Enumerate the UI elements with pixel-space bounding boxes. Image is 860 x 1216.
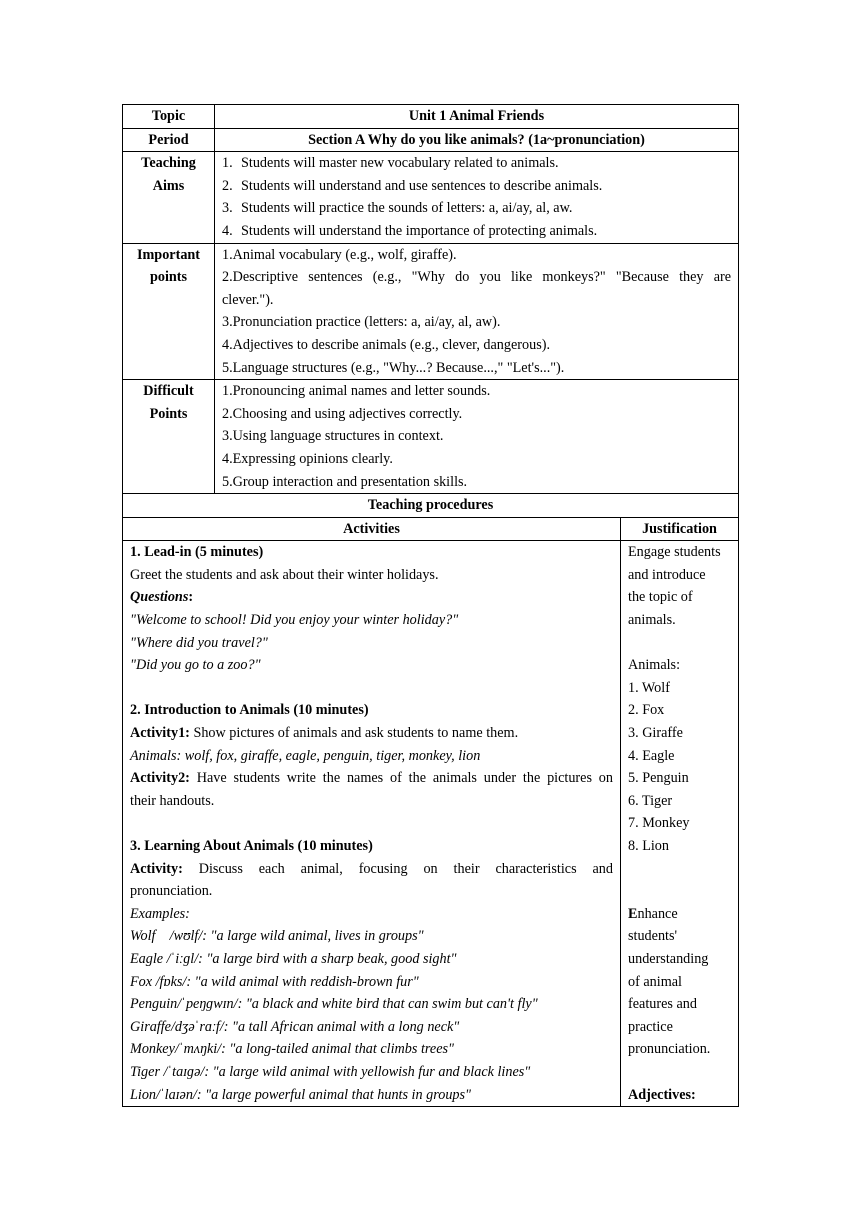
spacer xyxy=(628,632,731,655)
item-text: Students will practice the sounds of letters: a, ai/ay, al, aw. xyxy=(241,200,573,217)
example-line: Eagle /ˈiːɡl/: "a large bird with a sharp beak, good sight" xyxy=(130,950,457,967)
procedures-heading: Teaching procedures xyxy=(123,494,739,518)
item-number: 2. xyxy=(222,177,233,194)
list-item-continuation: clever."). xyxy=(222,291,274,308)
activities-cell xyxy=(123,541,621,1107)
question-text: "Welcome to school! Did you enjoy your winter holiday?" xyxy=(130,612,459,629)
teaching-aims-row xyxy=(123,152,739,243)
list-item xyxy=(222,197,731,220)
list-item: 3.Using language structures in context. xyxy=(222,428,444,445)
activity-text-continuation: pronunciation. xyxy=(130,883,213,900)
important-points-row xyxy=(123,243,739,380)
list-item: 4.Expressing opinions clearly. xyxy=(222,450,393,467)
activity-text: Discuss each animal, focusing on their characteristics and xyxy=(182,860,613,877)
list-item: 5.Language structures (e.g., "Why...? Because...," "Let's..."). xyxy=(222,359,565,376)
list-item: 1.Animal vocabulary (e.g., wolf, giraffe). xyxy=(222,246,457,263)
examples-label: Examples: xyxy=(130,905,190,922)
section-title: 1. Lead-in (5 minutes) xyxy=(130,544,264,561)
teaching-aims-label-line1: Teaching xyxy=(141,155,196,172)
teaching-aims-list xyxy=(215,152,739,243)
list-item: 3.Pronunciation practice (letters: a, ai/ay, al, aw). xyxy=(222,314,501,331)
item-text: Students will master new vocabulary related to animals. xyxy=(241,155,559,172)
important-points-label-line1: Important xyxy=(136,246,201,263)
item-number: 4. xyxy=(222,222,233,239)
list-item: 2.Choosing and using adjectives correctly. xyxy=(222,405,463,422)
item-number: 3. xyxy=(222,200,233,217)
activity-line xyxy=(130,767,613,790)
topic-value: Unit 1 Animal Friends xyxy=(215,105,739,129)
justification-text: students' xyxy=(628,928,678,945)
activity-line xyxy=(130,858,613,881)
list-item: 4.Adjectives to describe animals (e.g., clever, dangerous). xyxy=(222,336,550,353)
activity-label: Activity: xyxy=(130,860,183,877)
teaching-aims-label xyxy=(123,152,215,243)
activities-column-header: Activities xyxy=(123,517,621,541)
justification-word: nhance xyxy=(637,905,678,922)
important-points-label xyxy=(123,243,215,380)
lesson-plan-table xyxy=(122,104,739,1107)
example-line: Tiger /ˈtaɪɡə/: "a large wild animal with yellowish fur and black lines" xyxy=(130,1063,531,1080)
justification-text: understanding xyxy=(628,950,709,967)
activity-line xyxy=(130,722,613,745)
procedures-body-row xyxy=(123,541,739,1107)
period-label: Period xyxy=(123,128,215,152)
difficult-points-label-line2: Points xyxy=(149,405,188,422)
important-points-label-line2: points xyxy=(149,269,188,286)
section-title: 2. Introduction to Animals (10 minutes) xyxy=(130,702,369,719)
item-number: 1. xyxy=(222,155,233,172)
justification-text: of animal xyxy=(628,973,682,990)
justification-text: practice xyxy=(628,1018,673,1035)
teaching-aims-label-line2: Aims xyxy=(152,177,185,194)
list-item xyxy=(222,220,731,243)
item-text: Students will understand and use sentences to describe animals. xyxy=(241,177,603,194)
activity-text-continuation: their handouts. xyxy=(130,792,215,809)
body-text: Greet the students and ask about their winter holidays. xyxy=(130,566,439,583)
question-text: "Where did you travel?" xyxy=(130,634,268,651)
list-item: 2.Descriptive sentences (e.g., "Why do you like monkeys?" "Because they are xyxy=(222,269,732,286)
list-item: 5.Group interaction and presentation skills. xyxy=(222,473,468,490)
example-line: Monkey/ˈmʌŋki/: "a long-tailed animal that climbs trees" xyxy=(130,1041,454,1058)
justification-text: pronunciation. xyxy=(628,1041,711,1058)
example-line: Wolf /wʊlf/: "a large wild animal, lives in groups" xyxy=(130,928,424,945)
activity-text: Have students write the names of the animals under the pictures on xyxy=(189,770,613,787)
animal-item: 5. Penguin xyxy=(628,770,689,787)
questions-colon: : xyxy=(188,589,194,606)
topic-row xyxy=(123,105,739,129)
question-text: "Did you go to a zoo?" xyxy=(130,657,261,674)
example-line: Lion/ˈlaɪən/: "a large powerful animal that hunts in groups" xyxy=(130,1086,471,1103)
important-points-list xyxy=(215,243,739,380)
justification-text: animals. xyxy=(628,612,676,629)
animals-list-text: Animals: wolf, fox, giraffe, eagle, penguin, tiger, monkey, lion xyxy=(130,747,481,764)
animal-item: 3. Giraffe xyxy=(628,725,683,742)
activity-label: Activity2: xyxy=(130,770,190,787)
section-title: 3. Learning About Animals (10 minutes) xyxy=(130,838,373,854)
activity-label: Activity1: xyxy=(130,725,190,742)
list-item xyxy=(222,175,731,198)
activity-text: Show pictures of animals and ask students to name them. xyxy=(189,725,519,742)
spacer xyxy=(130,677,613,700)
animal-item: 8. Lion xyxy=(628,838,669,854)
difficult-points-label-line1: Difficult xyxy=(143,383,194,400)
list-item xyxy=(222,152,731,175)
justification-text: the topic of xyxy=(628,589,693,606)
animals-label: Animals: xyxy=(628,657,681,674)
topic-label: Topic xyxy=(123,105,215,129)
example-line: Fox /fɒks/: "a wild animal with reddish-brown fur" xyxy=(130,973,419,990)
justification-text: Engage students xyxy=(628,544,721,561)
period-row xyxy=(123,128,739,152)
example-line: Penguin/ˈpeŋɡwɪn/: "a black and white bird that can swim but can't fly" xyxy=(130,996,538,1013)
animal-item: 6. Tiger xyxy=(628,792,673,809)
difficult-points-row xyxy=(123,380,739,494)
procedures-columns-row xyxy=(123,517,739,541)
justification-text xyxy=(628,903,731,926)
difficult-points-list xyxy=(215,380,739,494)
spacer xyxy=(628,880,731,903)
justification-column-header: Justification xyxy=(621,517,739,541)
period-value: Section A Why do you like animals? (1a~pronunciation) xyxy=(215,128,739,152)
procedures-heading-row xyxy=(123,494,739,518)
item-text: Students will understand the importance of protecting animals. xyxy=(241,222,598,239)
bold-initial: E xyxy=(628,905,638,922)
justification-text: and introduce xyxy=(628,566,706,583)
justification-text: features and xyxy=(628,996,697,1013)
animal-item: 2. Fox xyxy=(628,702,665,719)
adjectives-label: Adjectives: xyxy=(628,1086,696,1103)
animal-item: 1. Wolf xyxy=(628,679,670,696)
example-line: Giraffe/dʒəˈrɑːf/: "a tall African animal with a long neck" xyxy=(130,1018,460,1035)
animal-item: 4. Eagle xyxy=(628,747,675,764)
spacer xyxy=(628,858,731,881)
animal-item: 7. Monkey xyxy=(628,815,690,832)
questions-heading xyxy=(130,586,613,609)
spacer xyxy=(130,812,613,835)
list-item: 1.Pronouncing animal names and letter sounds. xyxy=(222,383,491,400)
questions-label: Questions xyxy=(130,589,189,606)
difficult-points-label xyxy=(123,380,215,494)
spacer xyxy=(628,1061,731,1084)
justification-cell xyxy=(621,541,739,1107)
